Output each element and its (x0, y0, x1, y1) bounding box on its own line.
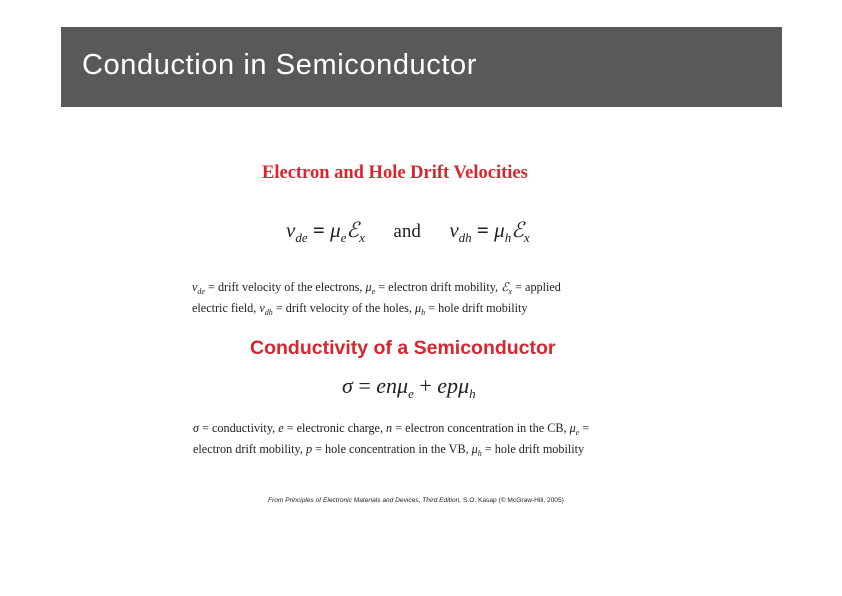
eq-e-sub: e (340, 230, 347, 245)
desc-mu-2: μ (415, 301, 422, 315)
eq-v-symbol: v (286, 218, 296, 242)
desc-mu-h: h (421, 308, 426, 317)
desc1-line1-c: = applied (512, 280, 561, 294)
desc2-line2-a: electron drift mobility, (193, 442, 306, 456)
credit-prefix: From (268, 497, 286, 504)
desc1-line1-a: = drift velocity of the electrons, (204, 280, 366, 294)
eq-equals: = (312, 218, 325, 242)
desc2-n: n (386, 421, 393, 435)
slide-title: Conduction in Semiconductor (82, 49, 478, 81)
desc2-line1-c: = electron concentration in the CB, (392, 421, 570, 435)
credit-suffix: S.O. Kasap (© McGraw-Hill, 2005) (461, 497, 564, 504)
eq-field-symbol-2: ℰ (511, 218, 524, 242)
figure-credit (268, 497, 564, 504)
eq-equals-2: = (476, 218, 489, 242)
credit-book: Principles of Electronic Materials and Devices, Third Edition, (285, 497, 462, 504)
eq-and-word: and (393, 221, 421, 242)
heading-conductivity-text: Conductivity of a Semiconductor (250, 337, 556, 359)
desc2-mu-e: e (575, 428, 580, 437)
eq2-plus: + (419, 373, 432, 398)
desc-mu: μ (365, 280, 372, 294)
eq2-e-sub: e (408, 386, 414, 401)
desc2-e: e (278, 421, 284, 435)
eq2-ep: ep (437, 373, 459, 398)
desc-field-x: x (508, 287, 513, 296)
desc2-mu: μ (569, 421, 576, 435)
desc2-line2-c: = hole drift mobility (481, 442, 585, 456)
desc1-line2-a: electric field, (192, 301, 260, 315)
desc2-line1-a: = conductivity, (199, 421, 279, 435)
eq-field-symbol: ℰ (346, 218, 360, 242)
desc2-line1-b: = electronic charge, (283, 421, 387, 435)
eq2-mu-2: μ (458, 373, 470, 398)
drift-description (192, 279, 632, 321)
desc2-p: p (305, 442, 313, 456)
desc-de: de (197, 287, 205, 296)
eq2-h-sub: h (469, 386, 476, 401)
eq-x-sub-2: x (523, 230, 530, 245)
eq-mu-symbol: μ (330, 218, 341, 242)
heading-conductivity (250, 337, 556, 360)
eq-x-sub: x (359, 230, 365, 245)
desc1-line2-c: = hole drift mobility (425, 301, 528, 315)
eq-sigma: σ (342, 373, 353, 398)
eq-mu-symbol-2: μ (494, 218, 505, 242)
desc2-sigma: σ (193, 421, 200, 435)
eq-v-symbol-2: v (449, 218, 459, 242)
eq2-en: en (376, 373, 398, 398)
desc-field: ℰ (501, 280, 509, 294)
eq-h-sub: h (504, 230, 512, 245)
desc2-line1-d: = (579, 421, 590, 435)
desc-mu-e: e (371, 287, 376, 296)
heading-drift-velocities (262, 163, 528, 184)
conductivity-description (193, 420, 653, 462)
desc1-line1-b: = electron drift mobility, (375, 280, 502, 294)
eq-de-sub: de (295, 230, 308, 245)
desc2-line2-b: = hole concentration in the VB, (312, 442, 472, 456)
desc-v: v (192, 280, 198, 294)
drift-velocity-equation (286, 218, 530, 246)
desc1-line2-b: = drift velocity of the holes, (272, 301, 416, 315)
eq2-mu: μ (397, 373, 409, 398)
eq-dh-sub: dh (458, 230, 472, 245)
conductivity-equation (342, 373, 476, 402)
desc2-mu-2: μ (471, 442, 478, 456)
heading-drift-text: Electron and Hole Drift Velocities (262, 163, 528, 183)
desc2-mu-h: h (477, 449, 482, 458)
eq2-equals: = (358, 373, 371, 398)
desc-dh: dh (264, 308, 273, 317)
desc-v-2: v (259, 301, 265, 315)
